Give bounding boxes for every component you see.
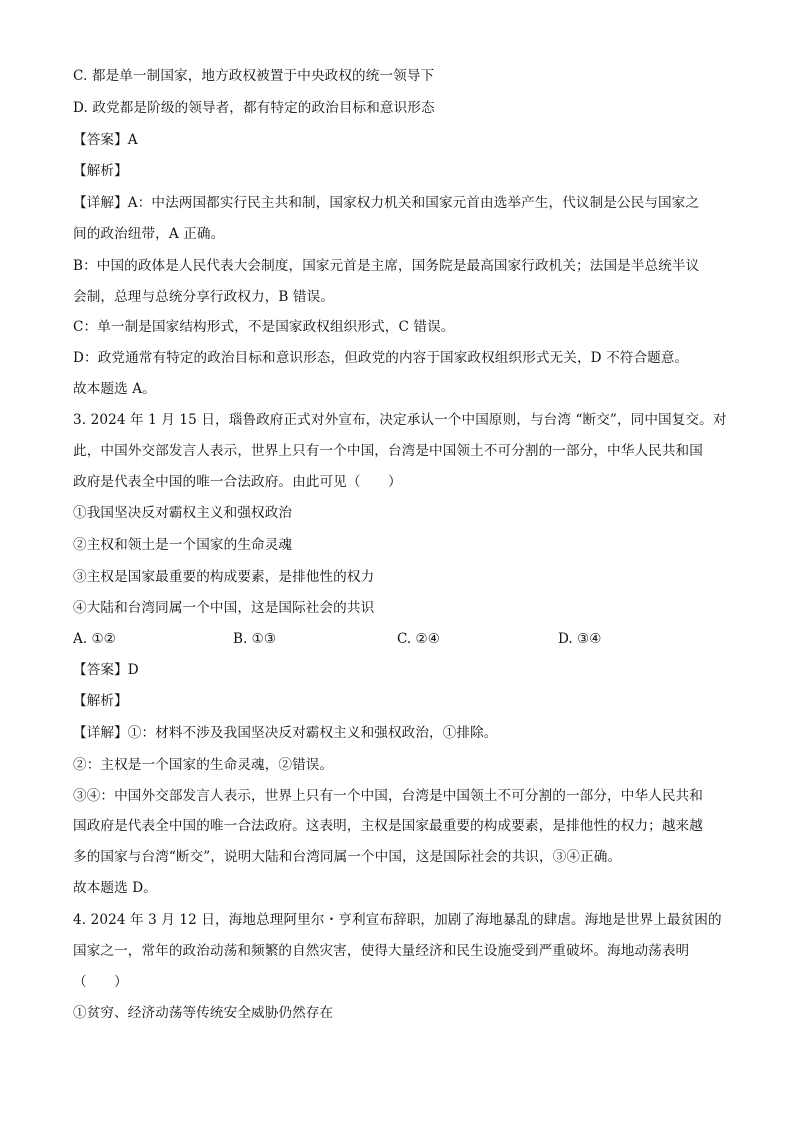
choice-a: A. ①② xyxy=(73,631,116,647)
question-4-stem: （ ） xyxy=(73,974,128,990)
statement-item: ①我国坚决反对霸权主义和强权政治 xyxy=(73,505,293,521)
choice-d: D. ③④ xyxy=(558,631,602,647)
detail-paragraph: 多的国家与台湾“断交”，说明大陆和台湾同属一个中国，这是国际社会的共识，③④正确。 xyxy=(73,849,622,865)
choice-b: B. ①③ xyxy=(233,631,277,647)
detail-paragraph: 会制，总理与总统分享行政权力，B 错误。 xyxy=(73,289,334,305)
detail-paragraph: 【详解】A：中法两国都实行民主共和制，国家权力机关和国家元首由选举产生，代议制是公民与国家之 xyxy=(73,195,700,211)
conclusion-text: 故本题选 A。 xyxy=(73,381,156,397)
option-c-text: C. 都是单一制国家，地方政权被置于中央政权的统一领导下 xyxy=(73,68,435,84)
question-3-stem: 3. 2024 年 1 月 15 日，瑙鲁政府正式对外宣布，决定承认一个中国原则，与台湾 “断交”，同中国复交。对 xyxy=(73,412,727,428)
statement-item: ①贫穷、经济动荡等传统安全威胁仍然存在 xyxy=(73,1005,334,1021)
detail-paragraph: ③④：中国外交部发言人表示，世界上只有一个中国，台湾是中国领土不可分割的一部分，中华人民共和 xyxy=(73,788,703,804)
statement-item: ②主权和领土是一个国家的生命灵魂 xyxy=(73,537,293,553)
question-3-stem: 政府是代表全中国的唯一合法政府。由此可见（ ） xyxy=(73,474,402,490)
detail-paragraph: D：政党通常有特定的政治目标和意识形态，但政党的内容于国家政权组织形式无关，D 不符合题意。 xyxy=(73,350,689,366)
question-4-stem: 4. 2024 年 3 月 12 日，海地总理阿里尔・亨利宣布辞职，加剧了海地暴乱的肆虐。海地是世界上最贫困的 xyxy=(73,912,722,928)
question-3-stem: 此，中国外交部发言人表示，世界上只有一个中国，台湾是中国领土不可分割的一部分，中华人民共和国 xyxy=(73,443,703,459)
statement-item: ③主权是国家最重要的构成要素，是排他性的权力 xyxy=(73,569,375,585)
detail-paragraph: B：中国的政体是人民代表大会制度，国家元首是主席，国务院是最高国家行政机关；法国是半总统半议 xyxy=(73,258,700,274)
detail-paragraph: 【详解】①：材料不涉及我国坚决反对霸权主义和强权政治，①排除。 xyxy=(73,725,498,741)
statement-item: ④大陆和台湾同属一个中国，这是国际社会的共识 xyxy=(73,600,375,616)
question-4-stem: 国家之一，常年的政治动荡和频繁的自然灾害，使得大量经济和民生设施受到严重破坏。海地动荡表明 xyxy=(73,943,690,959)
answer-label: 【答案】A xyxy=(73,132,138,148)
analysis-label: 【解析】 xyxy=(73,693,128,709)
option-d-text: D. 政党都是阶级的领导者，都有特定的政治目标和意识形态 xyxy=(73,100,435,116)
detail-paragraph: C：单一制是国家结构形式，不是国家政权组织形式，C 错误。 xyxy=(73,319,455,335)
conclusion-text: 故本题选 D。 xyxy=(73,880,157,896)
answer-label: 【答案】D xyxy=(73,662,139,678)
detail-paragraph: 间的政治纽带，A 正确。 xyxy=(73,226,225,242)
analysis-label: 【解析】 xyxy=(73,163,128,179)
detail-paragraph: ②：主权是一个国家的生命灵魂，②错误。 xyxy=(73,757,334,773)
choice-c: C. ②④ xyxy=(397,631,440,647)
detail-paragraph: 国政府是代表全中国的唯一合法政府。这表明，主权是国家最重要的构成要素，是排他性的权力；越来越 xyxy=(73,818,703,834)
